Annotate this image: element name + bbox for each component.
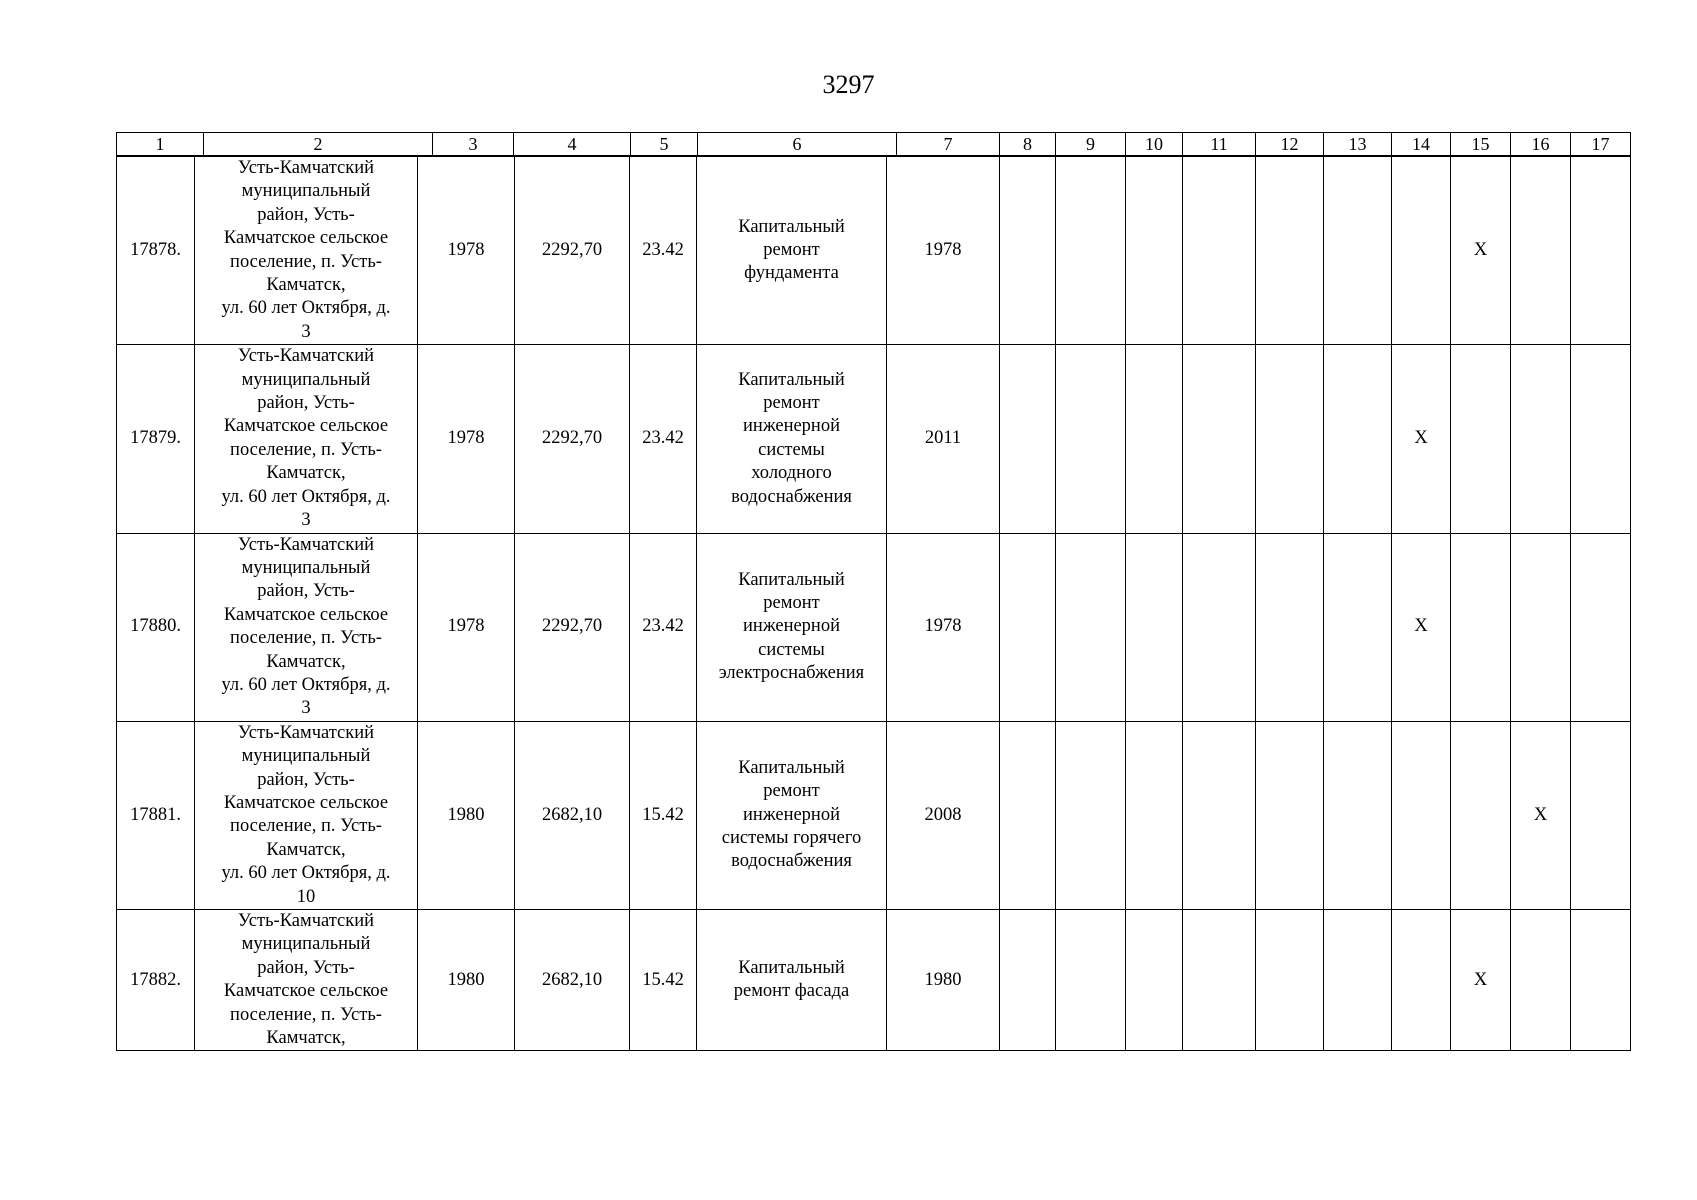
mark-cell-col-15: X bbox=[1451, 157, 1511, 345]
mark-cell-col-17 bbox=[1571, 533, 1631, 721]
repair-schedule-table bbox=[116, 156, 1631, 1051]
mark-cell-col-14 bbox=[1392, 721, 1451, 909]
address-cell: Усть-Камчатский муниципальный район, Усть- Камчатское сельское поселение, п. Усть- Камчатск, bbox=[195, 910, 418, 1051]
mark-cell-col-9 bbox=[1056, 533, 1126, 721]
code-cell: 23.42 bbox=[630, 157, 697, 345]
mark-cell-col-15: X bbox=[1451, 910, 1511, 1051]
mark-cell-col-10 bbox=[1126, 721, 1183, 909]
header-cell: 10 bbox=[1126, 133, 1183, 156]
build-year-cell: 1980 bbox=[418, 910, 515, 1051]
mark-cell-col-16 bbox=[1511, 910, 1571, 1051]
code-cell: 23.42 bbox=[630, 533, 697, 721]
header-cell: 1 bbox=[117, 133, 204, 156]
header-cell: 7 bbox=[897, 133, 1000, 156]
mark-cell-col-11 bbox=[1183, 910, 1256, 1051]
mark-cell-col-10 bbox=[1126, 533, 1183, 721]
column-number-header bbox=[116, 132, 1631, 156]
build-year-cell: 1980 bbox=[418, 721, 515, 909]
mark-cell-col-11 bbox=[1183, 157, 1256, 345]
mark-cell-col-8 bbox=[1000, 157, 1056, 345]
header-cell: 4 bbox=[514, 133, 631, 156]
address-cell: Усть-Камчатский муниципальный район, Усть- Камчатское сельское поселение, п. Усть- Камчатск, ул. 60 лет Октября, д. 3 bbox=[195, 345, 418, 533]
work-year-cell: 2008 bbox=[887, 721, 1000, 909]
work-year-cell: 1978 bbox=[887, 157, 1000, 345]
header-cell: 11 bbox=[1183, 133, 1256, 156]
header-cell: 16 bbox=[1511, 133, 1571, 156]
code-cell: 23.42 bbox=[630, 345, 697, 533]
row-number-cell: 17881. bbox=[117, 721, 195, 909]
mark-cell-col-9 bbox=[1056, 157, 1126, 345]
row-number-cell: 17878. bbox=[117, 157, 195, 345]
header-cell: 8 bbox=[1000, 133, 1056, 156]
code-cell: 15.42 bbox=[630, 910, 697, 1051]
mark-cell-col-12 bbox=[1256, 345, 1324, 533]
mark-cell-col-17 bbox=[1571, 157, 1631, 345]
work-type-cell: Капитальный ремонт инженерной системы холодного водоснабжения bbox=[697, 345, 887, 533]
table-row bbox=[117, 157, 1631, 345]
mark-cell-col-8 bbox=[1000, 345, 1056, 533]
build-year-cell: 1978 bbox=[418, 345, 515, 533]
mark-cell-col-15 bbox=[1451, 533, 1511, 721]
work-year-cell: 1978 bbox=[887, 533, 1000, 721]
mark-cell-col-14 bbox=[1392, 157, 1451, 345]
work-year-cell: 2011 bbox=[887, 345, 1000, 533]
address-cell: Усть-Камчатский муниципальный район, Усть- Камчатское сельское поселение, п. Усть- Камчатск, ул. 60 лет Октября, д. 3 bbox=[195, 157, 418, 345]
area-cell: 2292,70 bbox=[515, 345, 630, 533]
mark-cell-col-12 bbox=[1256, 910, 1324, 1051]
area-cell: 2682,10 bbox=[515, 721, 630, 909]
address-cell: Усть-Камчатский муниципальный район, Усть- Камчатское сельское поселение, п. Усть- Камчатск, ул. 60 лет Октября, д. 10 bbox=[195, 721, 418, 909]
header-cell: 13 bbox=[1324, 133, 1392, 156]
mark-cell-col-9 bbox=[1056, 910, 1126, 1051]
mark-cell-col-9 bbox=[1056, 721, 1126, 909]
mark-cell-col-14 bbox=[1392, 910, 1451, 1051]
work-type-cell: Капитальный ремонт фасада bbox=[697, 910, 887, 1051]
header-cell: 2 bbox=[204, 133, 433, 156]
header-cell: 14 bbox=[1392, 133, 1451, 156]
header-cell: 17 bbox=[1571, 133, 1631, 156]
row-number-cell: 17882. bbox=[117, 910, 195, 1051]
mark-cell-col-8 bbox=[1000, 721, 1056, 909]
work-type-cell: Капитальный ремонт инженерной системы горячего водоснабжения bbox=[697, 721, 887, 909]
mark-cell-col-12 bbox=[1256, 721, 1324, 909]
header-cell: 5 bbox=[631, 133, 698, 156]
mark-cell-col-11 bbox=[1183, 533, 1256, 721]
page-number: 3297 bbox=[822, 70, 875, 99]
mark-cell-col-16: X bbox=[1511, 721, 1571, 909]
mark-cell-col-13 bbox=[1324, 157, 1392, 345]
mark-cell-col-17 bbox=[1571, 910, 1631, 1051]
row-number-cell: 17880. bbox=[117, 533, 195, 721]
mark-cell-col-16 bbox=[1511, 533, 1571, 721]
mark-cell-col-14: X bbox=[1392, 533, 1451, 721]
mark-cell-col-9 bbox=[1056, 345, 1126, 533]
mark-cell-col-10 bbox=[1126, 157, 1183, 345]
mark-cell-col-15 bbox=[1451, 345, 1511, 533]
row-number-cell: 17879. bbox=[117, 345, 195, 533]
mark-cell-col-14: X bbox=[1392, 345, 1451, 533]
work-type-cell: Капитальный ремонт фундамента bbox=[697, 157, 887, 345]
mark-cell-col-13 bbox=[1324, 533, 1392, 721]
area-cell: 2292,70 bbox=[515, 533, 630, 721]
mark-cell-col-12 bbox=[1256, 157, 1324, 345]
table-row bbox=[117, 345, 1631, 533]
mark-cell-col-12 bbox=[1256, 533, 1324, 721]
mark-cell-col-10 bbox=[1126, 910, 1183, 1051]
header-cell: 12 bbox=[1256, 133, 1324, 156]
mark-cell-col-8 bbox=[1000, 910, 1056, 1051]
mark-cell-col-13 bbox=[1324, 910, 1392, 1051]
mark-cell-col-13 bbox=[1324, 721, 1392, 909]
work-year-cell: 1980 bbox=[887, 910, 1000, 1051]
address-cell: Усть-Камчатский муниципальный район, Усть- Камчатское сельское поселение, п. Усть- Камчатск, ул. 60 лет Октября, д. 3 bbox=[195, 533, 418, 721]
header-cell: 15 bbox=[1451, 133, 1511, 156]
work-type-cell: Капитальный ремонт инженерной системы электроснабжения bbox=[697, 533, 887, 721]
mark-cell-col-11 bbox=[1183, 721, 1256, 909]
mark-cell-col-10 bbox=[1126, 345, 1183, 533]
header-cell: 3 bbox=[433, 133, 514, 156]
build-year-cell: 1978 bbox=[418, 157, 515, 345]
header-cell: 9 bbox=[1056, 133, 1126, 156]
table-row bbox=[117, 721, 1631, 909]
mark-cell-col-13 bbox=[1324, 345, 1392, 533]
mark-cell-col-15 bbox=[1451, 721, 1511, 909]
code-cell: 15.42 bbox=[630, 721, 697, 909]
header-cell: 6 bbox=[698, 133, 897, 156]
mark-cell-col-17 bbox=[1571, 345, 1631, 533]
mark-cell-col-17 bbox=[1571, 721, 1631, 909]
build-year-cell: 1978 bbox=[418, 533, 515, 721]
mark-cell-col-8 bbox=[1000, 533, 1056, 721]
mark-cell-col-16 bbox=[1511, 345, 1571, 533]
table-row bbox=[117, 533, 1631, 721]
area-cell: 2292,70 bbox=[515, 157, 630, 345]
mark-cell-col-16 bbox=[1511, 157, 1571, 345]
mark-cell-col-11 bbox=[1183, 345, 1256, 533]
area-cell: 2682,10 bbox=[515, 910, 630, 1051]
table-row bbox=[117, 910, 1631, 1051]
